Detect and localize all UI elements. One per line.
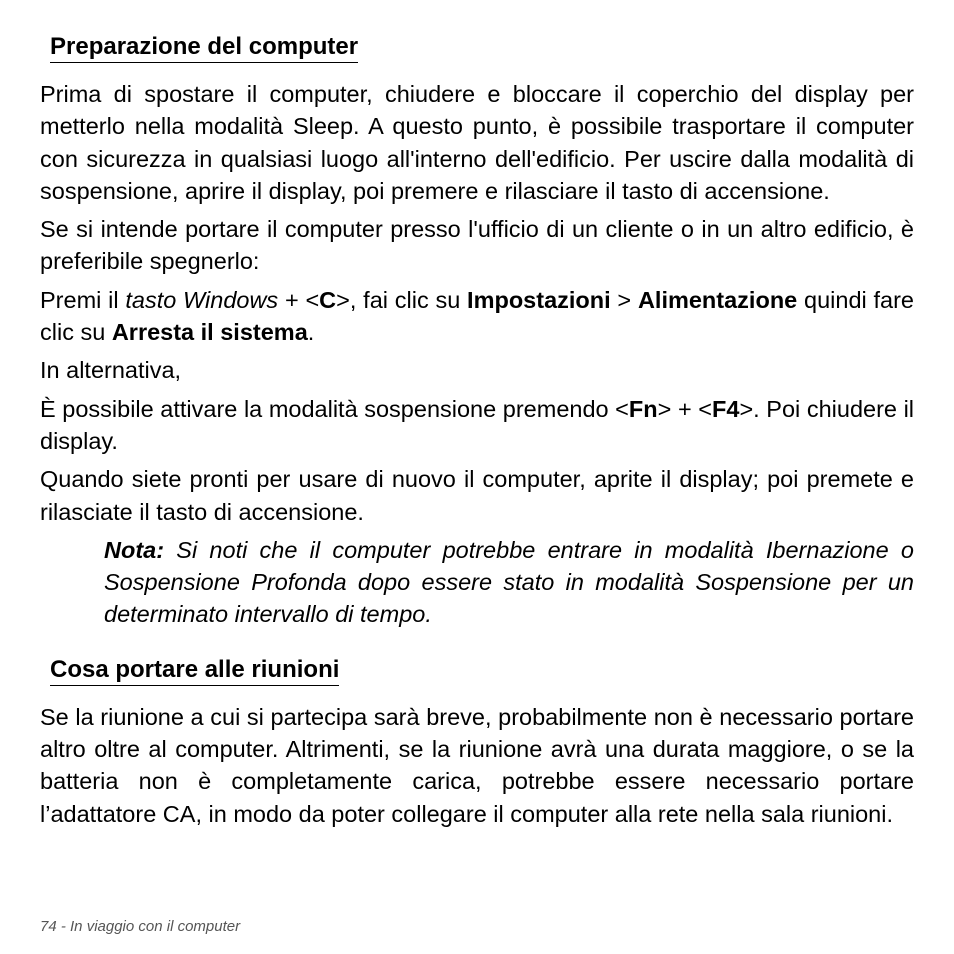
key-fn: Fn <box>628 395 658 422</box>
text-segment: > <box>610 286 638 313</box>
note-label: Nota: <box>104 536 165 563</box>
paragraph-sleep-mode: Prima di spostare il computer, chiudere e bloccare il coperchio del display per metterlo nella modalità Sleep. A questo punto, è possibile trasportare il computer con sicurezza in qualsiasi luogo all'interno dell'edificio. Per uscire dalla modalità di sospensione, aprire il display, poi premere e rilasciare il tasto di accensione. <box>40 81 914 204</box>
menu-arresta-il-sistema: Arresta il sistema <box>111 319 308 346</box>
note-text: Si noti che il computer potrebbe entrare in modalità Ibernazione o Sospensione Profonda dopo essere stato in modalità Sospensione per un determinato intervallo di tempo. <box>104 536 914 628</box>
paragraph-fn-f4 <box>40 393 914 458</box>
menu-alimentazione: Alimentazione <box>637 286 798 313</box>
key-c: C <box>319 286 337 313</box>
section-heading-riunioni: Cosa portare alle riunioni <box>50 655 339 686</box>
page-footer: 74 - In viaggio con il computer <box>40 918 241 935</box>
paragraph-alternative: In alternativa, <box>40 357 182 384</box>
menu-impostazioni: Impostazioni <box>467 286 611 313</box>
key-f4: F4 <box>712 395 740 422</box>
text-segment: . <box>307 319 315 346</box>
page-content <box>40 30 914 836</box>
text-segment: >. Poi chiudere il display. <box>40 395 915 454</box>
text-segment: >, fai clic su <box>336 286 468 313</box>
text-segment: > + < <box>657 395 712 422</box>
paragraph-shutdown-intro: Se si intende portare il computer presso l'ufficio di un cliente o in un altro edificio, è preferibile spegnerlo: <box>40 216 914 275</box>
section-heading-preparazione: Preparazione del computer <box>50 32 358 63</box>
text-segment: Premi il <box>40 286 126 313</box>
text-segment-italic: tasto Windows <box>125 286 279 313</box>
paragraph-meetings: Se la riunione a cui si partecipa sarà breve, probabilmente non è necessario portare altro oltre al computer. Altrimenti, se la riunione avrà una durata maggiore, o se la batteria non è completamente carica, potrebbe essere necessario portare l’adattatore CA, in modo da poter collegare il computer alla rete nella sala riunioni. <box>40 703 914 827</box>
text-segment: È possibile attivare la modalità sospensione premendo < <box>40 395 629 422</box>
text-segment: quindi fare clic su <box>40 286 914 346</box>
text-segment: + < <box>278 286 320 313</box>
paragraph-resume: Quando siete pronti per usare di nuovo il computer, aprite il display; poi premete e rilasciate il tasto di accensione. <box>40 466 914 525</box>
paragraph-shutdown-steps <box>40 284 914 349</box>
note-block <box>104 534 914 631</box>
